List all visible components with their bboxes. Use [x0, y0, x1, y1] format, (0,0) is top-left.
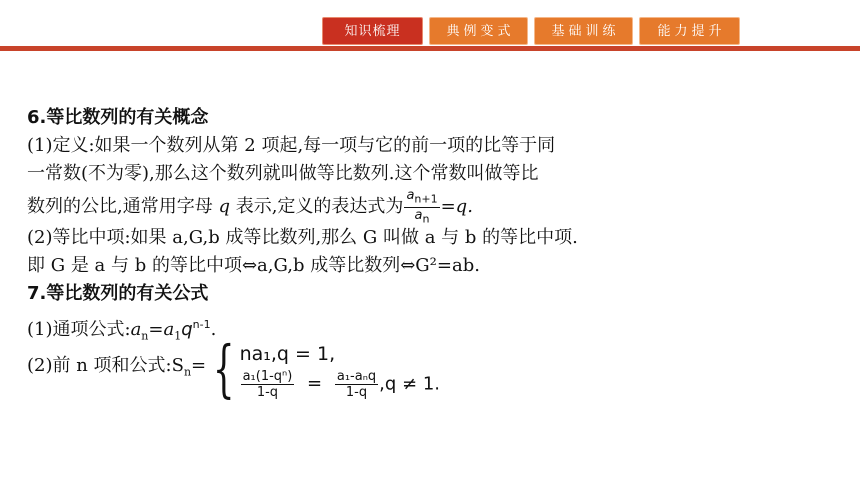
definition-line-2: 一常数(不为零),那么这个数列就叫做等比数列.这个常数叫做等比	[27, 163, 539, 184]
geometric-mean-line-2: 即 G 是 a 与 b 的等比中项⇔a,G,b 成等比数列⇔G²=ab.	[27, 255, 480, 276]
sum-formula	[27, 332, 827, 405]
sum-case-2: $\frac{\text{a₁(1-qⁿ)}}{1-q}$ = $\frac{\text{a₁-aₙq}}{1-q}$ ,q ≠ 1.	[242, 368, 440, 400]
definition-line-1: (1)定义:如果一个数列从第 2 项起,每一项与它的前一项的比等于同	[27, 135, 556, 156]
section-7-title: 7.等比数列的有关公式	[27, 283, 209, 304]
sum-fraction-2: $\frac{\text{a₁-aₙq}}{1-q}$	[336, 368, 377, 400]
tab-bar	[322, 17, 740, 45]
ratio-symbol: q	[218, 196, 230, 218]
tab-examples[interactable]: 典例变式	[429, 17, 528, 45]
definition-text-2: 表示,定义的表达式为	[229, 196, 404, 218]
sum-label: (2)前 n 项和公式$:S_n=$	[27, 354, 207, 379]
geometric-mean-line-1: (2)等比中项:如果 a,G,b 成等比数列,那么 G 叫做 a 与 b 的等比中项.	[27, 227, 578, 248]
definition-line-3	[27, 188, 827, 224]
left-brace: {	[213, 332, 235, 405]
slide-content	[27, 104, 827, 405]
sum-cases	[240, 339, 440, 400]
tab-knowledge-review[interactable]: 知识梳理	[322, 17, 423, 45]
general-term-formula: (1)通项公式$:a_n=a_1q^{n-1}$.	[27, 318, 217, 343]
definition-end: =q.	[440, 196, 473, 218]
definition-text: 数列的公比,通常用字母	[27, 196, 219, 218]
sum-case-1: na₁,q = 1,	[239, 342, 336, 365]
section-6-title: 6.等比数列的有关概念	[27, 107, 209, 128]
top-navigation	[0, 0, 860, 56]
ratio-fraction: $\frac{a_{n+1}}{a_n}$	[406, 188, 438, 226]
tab-basic-training[interactable]: 基础训练	[534, 17, 633, 45]
sum-fraction-1: $\frac{\text{a₁(1-qⁿ)}}{1-q}$	[242, 368, 293, 400]
header-divider	[0, 46, 860, 51]
tab-ability-improvement[interactable]: 能力提升	[639, 17, 740, 45]
